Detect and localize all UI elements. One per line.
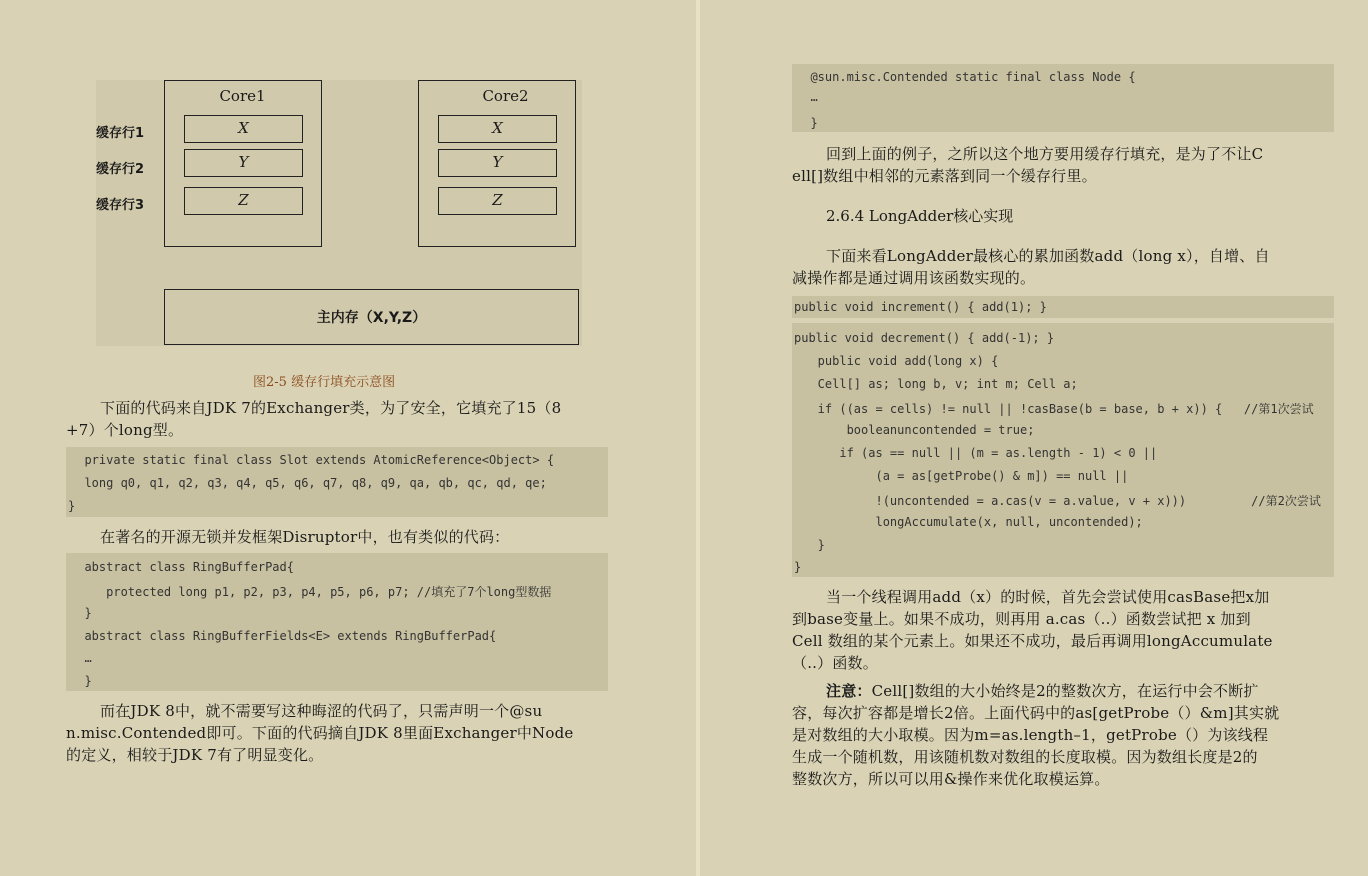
code-line: long q0, q1, q2, q3, q4, q5, q6, q7, q8, q9, qa, qb, qc, qd, qe; [70, 476, 547, 490]
note-paragraph [826, 680, 1259, 702]
core1-box [164, 80, 322, 247]
code-line: longAccumulate(x, null, uncontended); [796, 515, 1143, 529]
cache-line-2-label: 缓存行2 [96, 162, 145, 177]
code-line: } [796, 116, 818, 130]
code-line: } [70, 606, 92, 620]
code-block-increment [792, 296, 1334, 318]
code-line: (a = as[getProbe() & m]) == null || [796, 469, 1129, 483]
core1-cell-z: Z [184, 187, 303, 215]
paragraph-text: 整数次方，所以可以用&操作来优化取模运算。 [792, 770, 1110, 788]
figure-caption: 图2-5 缓存行填充示意图 [253, 375, 396, 390]
code-line: booleanuncontended = true; [796, 423, 1035, 437]
code-line: } [796, 538, 825, 552]
main-memory-label: 主内存（X,Y,Z） [316, 310, 427, 326]
cache-line-3-label: 缓存行3 [96, 198, 145, 213]
paragraph-text: 到base变量上。如果不成功，则再用 a.cas（..）函数尝试把 x 加到 [792, 610, 1251, 628]
code-line: @sun.misc.Contended static final class Node { [796, 70, 1136, 84]
paragraph-text: ell[]数组中相邻的元素落到同一个缓存行里。 [792, 167, 1097, 185]
paragraph-text: 回到上面的例子，之所以这个地方要用缓存行填充，是为了不让C [826, 145, 1264, 163]
paragraph-text: Cell[]数组的大小始终是2的整数次方，在运行中会不断扩 [871, 682, 1259, 700]
core2-cell-z: Z [438, 187, 557, 215]
code-block-slot [66, 447, 608, 517]
code-line: if (as == null || (m = as.length - 1) < 0 || [796, 446, 1158, 460]
code-line: } [794, 560, 802, 574]
core2-box [418, 80, 576, 247]
cache-line-diagram [96, 80, 582, 346]
code-line: private static final class Slot extends AtomicReference<Object> { [70, 453, 555, 467]
paragraph-text: +7）个long型。 [66, 421, 184, 439]
paragraph-text: n.misc.Contended即可。下面的代码摘自JDK 8里面Exchanger中Node [66, 724, 574, 742]
code-line: protected long p1, p2, p3, p4, p5, p6, p7; //填充了7个long型数据 [70, 585, 552, 599]
paragraph-text: 下面来看LongAdder最核心的累加函数add（long x），自增、自 [826, 247, 1270, 265]
code-line: … [70, 651, 92, 665]
note-label: 注意： [826, 682, 872, 700]
code-line: } [68, 499, 76, 513]
paragraph-text: 而在JDK 8中，就不需要写这种晦涩的代码了，只需声明一个@su [100, 702, 543, 720]
paragraph-text: Cell 数组的某个元素上。如果还不成功，最后再调用longAccumulate [792, 632, 1273, 650]
code-line: !(uncontended = a.cas(v = a.value, v + x))) //第2次尝试 [796, 494, 1321, 508]
code-line: public void add(long x) { [796, 354, 999, 368]
code-line: public void increment() { add(1); } [794, 300, 1047, 314]
code-line: abstract class RingBufferPad{ [70, 560, 294, 574]
code-line: … [796, 90, 818, 104]
core1-cell-y: Y [184, 149, 303, 177]
paragraph-text: 容，每次扩容都是增长2倍。上面代码中的as[getProbe（）&m]其实就 [792, 704, 1280, 722]
code-line: abstract class RingBufferFields<E> extends RingBufferPad{ [70, 629, 497, 643]
core1-title: Core1 [219, 87, 266, 105]
paragraph-text: 生成一个随机数，用该随机数对数组的长度取模。因为数组长度是2的 [792, 748, 1258, 766]
core2-cell-x: X [438, 115, 557, 143]
core1-cell-x: X [184, 115, 303, 143]
paragraph-text: 的定义，相较于JDK 7有了明显变化。 [66, 746, 324, 764]
paragraph-text: （..）函数。 [792, 654, 878, 672]
code-line: public void decrement() { add(-1); } [794, 331, 1055, 345]
core2-title: Core2 [482, 87, 529, 105]
paragraph-text: 下面的代码来自JDK 7的Exchanger类，为了安全，它填充了15（8 [100, 399, 562, 417]
right-page [700, 0, 1368, 876]
paragraph-text: 在著名的开源无锁并发框架Disruptor中，也有类似的代码： [100, 528, 510, 546]
code-block-disruptor [66, 553, 608, 691]
code-line: } [70, 674, 92, 688]
main-memory-box [164, 289, 579, 345]
code-block-node [792, 64, 1334, 132]
code-line: if ((as = cells) != null || !casBase(b = base, b + x)) { //第1次尝试 [796, 402, 1314, 416]
paragraph-text: 当一个线程调用add（x）的时候，首先会尝试使用casBase把x加 [826, 588, 1270, 606]
core2-cell-y: Y [438, 149, 557, 177]
paragraph-text: 是对数组的大小取模。因为m=as.length–1，getProbe（）为该线程 [792, 726, 1269, 744]
code-line: Cell[] as; long b, v; int m; Cell a; [796, 377, 1078, 391]
code-block-add [792, 323, 1334, 577]
cache-line-1-label: 缓存行1 [96, 126, 145, 141]
paragraph-text: 减操作都是通过调用该函数实现的。 [792, 269, 1036, 287]
section-heading: 2.6.4 LongAdder核心实现 [826, 207, 1014, 225]
